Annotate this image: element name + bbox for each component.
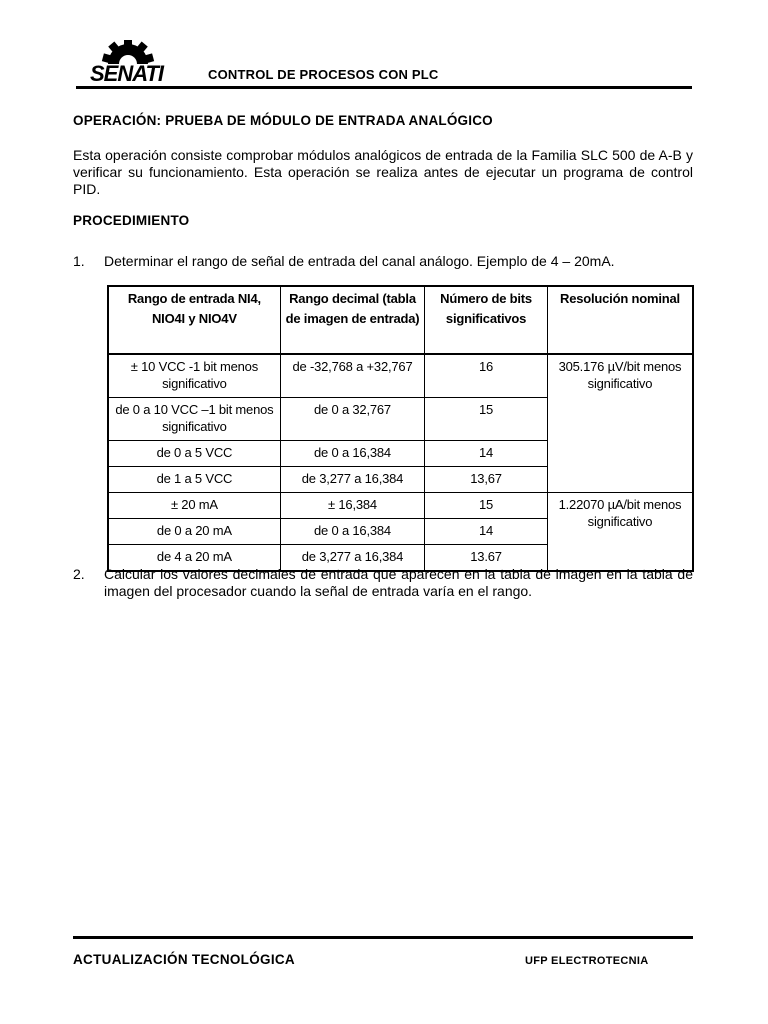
- cell-input-range: ± 10 VCC -1 bit menos significativo: [108, 354, 280, 398]
- table-header-row: [108, 286, 693, 354]
- cell-bits: 15: [425, 398, 548, 441]
- analog-input-table: [107, 285, 694, 572]
- header-nominal-resolution: Resolución nominal: [547, 286, 693, 354]
- footer-right: UFP ELECTROTECNIA: [525, 955, 649, 967]
- step-number: 2.: [73, 566, 85, 582]
- cell-decimal-range: de 3,277 a 16,384: [280, 467, 424, 493]
- cell-resolution-current: 1.22070 µA/bit menos significativo: [547, 493, 693, 572]
- table-row: [108, 354, 693, 398]
- cell-input-range: de 0 a 20 mA: [108, 519, 280, 545]
- step-number: 1.: [73, 253, 85, 269]
- cell-bits: 13.67: [425, 545, 548, 572]
- step-text: Calcular los valores decimales de entrada que aparecen en la tabla de imagen en la tabla de imagen del procesador cuando la señal de entrada varía en el rango.: [104, 566, 693, 599]
- header-title: CONTROL DE PROCESOS CON PLC: [208, 67, 439, 82]
- cell-input-range: de 0 a 5 VCC: [108, 441, 280, 467]
- cell-decimal-range: de 0 a 32,767: [280, 398, 424, 441]
- header-rule: [76, 86, 692, 89]
- cell-decimal-range: de 0 a 16,384: [280, 441, 424, 467]
- page-header: [76, 40, 692, 92]
- cell-decimal-range: de 0 a 16,384: [280, 519, 424, 545]
- cell-input-range: de 4 a 20 mA: [108, 545, 280, 572]
- header-input-range: Rango de entrada NI4, NIO4I y NIO4V: [108, 286, 280, 354]
- operation-title: OPERACIÓN: PRUEBA DE MÓDULO DE ENTRADA ANALÓGICO: [73, 113, 493, 128]
- cell-bits: 13,67: [425, 467, 548, 493]
- footer-left: ACTUALIZACIÓN TECNOLÓGICA: [73, 952, 295, 967]
- header-decimal-range: Rango decimal (tabla de imagen de entrada): [280, 286, 424, 354]
- cell-bits: 14: [425, 441, 548, 467]
- logo-text: SENATI: [90, 61, 164, 86]
- cell-resolution-voltage: 305.176 µV/bit menos significativo: [547, 354, 693, 493]
- cell-bits: 14: [425, 519, 548, 545]
- header-significant-bits: Número de bits significativos: [425, 286, 548, 354]
- table-row: [108, 493, 693, 519]
- cell-decimal-range: de 3,277 a 16,384: [280, 545, 424, 572]
- cell-decimal-range: de -32,768 a +32,767: [280, 354, 424, 398]
- footer-rule: [73, 936, 693, 939]
- cell-input-range: ± 20 mA: [108, 493, 280, 519]
- procedure-title: PROCEDIMIENTO: [73, 213, 190, 228]
- intro-paragraph: Esta operación consiste comprobar módulos analógicos de entrada de la Familia SLC 500 de A-B y verificar su funcionamiento. Esta operación se realiza antes de ejecutar un programa de control PID.: [73, 147, 693, 197]
- cell-input-range: de 0 a 10 VCC –1 bit menos significativo: [108, 398, 280, 441]
- cell-bits: 15: [425, 493, 548, 519]
- cell-bits: 16: [425, 354, 548, 398]
- cell-decimal-range: ± 16,384: [280, 493, 424, 519]
- step-text: Determinar el rango de señal de entrada del canal análogo. Ejemplo de 4 – 20mA.: [104, 253, 615, 269]
- cell-input-range: de 1 a 5 VCC: [108, 467, 280, 493]
